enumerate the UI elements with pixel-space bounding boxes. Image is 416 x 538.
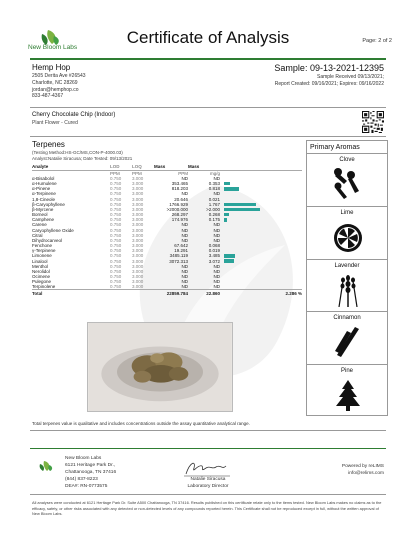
mass-ppm-cell: 67.642 <box>174 243 188 249</box>
client-info <box>32 63 86 100</box>
concentration-bar <box>224 203 256 206</box>
mass-mg-cell: 3.485 <box>208 253 220 259</box>
loq-cell: 3.000 <box>132 176 144 181</box>
mass-ppm-cell: 353.465 <box>171 181 188 187</box>
analyte-cell: β-Myrcene <box>32 206 54 212</box>
loq-cell: 3.000 <box>132 206 144 212</box>
col-loq: LOQ <box>132 164 142 170</box>
mass-mg-cell: 0.021 <box>208 196 220 202</box>
unit-loq: PPM <box>132 170 142 176</box>
total-label: Total <box>32 290 110 296</box>
mass-ppm-cell: 19.291 <box>174 248 188 254</box>
analyte-cell: β-Caryophyllene <box>32 201 65 207</box>
mass-mg-cell: ND <box>213 222 220 228</box>
client-phone: 833-487-4367 <box>32 93 64 100</box>
lab-info <box>65 455 116 490</box>
loq-cell: 3.000 <box>132 227 144 233</box>
page-number: Page: 2 of 2 <box>362 38 392 44</box>
lavender-icon <box>333 273 363 307</box>
aroma-name: Clove <box>339 157 355 163</box>
aroma-name: Lime <box>340 209 354 216</box>
concentration-bar <box>224 187 239 190</box>
product-type: Plant Flower - Cured <box>32 120 78 126</box>
mass-ppm-cell: ND <box>181 268 188 274</box>
aroma-lime <box>307 206 387 259</box>
primary-aromas-panel <box>306 140 388 416</box>
powered-by-email: info@relims.com <box>348 471 384 476</box>
section-rule <box>30 107 386 108</box>
col-mass-mg: Mass <box>188 164 200 170</box>
loq-cell: 3.000 <box>132 258 144 264</box>
total-mg: 22.860 <box>188 290 220 296</box>
analyte-cell: Nerolidol <box>32 268 50 274</box>
brand-name: New Bloom Labs <box>28 44 78 51</box>
analyte-cell: α-Humulene <box>32 181 57 187</box>
product-name: Cherry Chocolate Chip (Indoor) <box>32 112 116 118</box>
lod-cell: 0.750 <box>110 232 122 238</box>
client-address-line1: 2505 Derita Ave #26543 <box>32 73 86 79</box>
aroma-name: Lavender <box>334 262 360 269</box>
page-title: Certificate of Analysis <box>126 28 290 47</box>
lod-cell: 0.750 <box>110 243 122 249</box>
analyte-cell: γ-Terpinene <box>32 248 56 254</box>
lab-dea: DEA#: RN-0773575 <box>65 484 108 489</box>
mass-ppm-cell: >2000.000 <box>166 206 188 212</box>
terpenes-method: (Testing Method:HS-GC/MS,CON-P-4000.03) <box>32 150 123 155</box>
director-title: Laboratory Director <box>187 484 229 489</box>
lod-cell: 0.750 <box>110 279 122 285</box>
terpenes-title: Terpenes <box>32 140 65 149</box>
mass-mg-cell: ND <box>213 176 220 181</box>
loq-cell: 3.000 <box>132 248 144 254</box>
aroma-lavender <box>307 259 387 312</box>
client-address-line2: Charlotte, NC 28269 <box>32 79 78 86</box>
powered-by-text: Powered by reLIMS <box>341 464 384 469</box>
analyte-cell: Ocimene <box>32 273 51 279</box>
section-rule-2 <box>30 136 386 137</box>
mass-mg-cell: 0.019 <box>208 248 220 254</box>
loq-cell: 3.000 <box>132 263 144 269</box>
loq-cell: 3.000 <box>132 279 144 285</box>
mass-mg-cell: ND <box>213 268 220 274</box>
qr-code-icon <box>362 111 384 133</box>
analyte-cell: Camphene <box>32 217 55 223</box>
mass-mg-cell: 0.818 <box>208 186 220 192</box>
loq-cell: 3.000 <box>132 253 144 259</box>
loq-cell: 3.000 <box>132 201 144 207</box>
loq-cell: 3.000 <box>132 284 144 290</box>
mass-ppm-cell: ND <box>181 263 188 269</box>
pine-icon <box>333 378 363 412</box>
analyte-cell: Caryophyllene Oxide <box>32 227 74 233</box>
analyte-cell: α-Bisabolol <box>32 176 55 181</box>
mass-ppm-cell: ND <box>181 284 188 290</box>
terpenes-table <box>32 164 302 296</box>
fine-print: All analyses were conducted at 6121 Heritage Park Dr. Suite A500 Chattanooga, TN 37416. Results published on this certificate relate only to the items tested. New Bloom Labs makes no claims as to the efficacy, safety, or other risks associated with any detected or non-detected levels of any compounds reported herein. This Certificate shall not be reproduced except in full, without the written approval of New Bloom Labs. <box>32 500 382 517</box>
analyte-cell: Menthol <box>32 263 49 269</box>
col-lod: LOD <box>110 164 120 170</box>
mass-ppm-cell: 174.976 <box>171 217 188 223</box>
analyte-cell: Carene <box>32 222 47 228</box>
mass-ppm-cell: ND <box>181 176 188 181</box>
sample-info <box>274 63 384 88</box>
lod-cell: 0.750 <box>110 181 122 187</box>
sample-photo <box>87 322 233 412</box>
lime-icon <box>333 220 363 254</box>
terpenes-analyst: Analyst:Natalie Siracusa; Date Tested: 09/13/2021 <box>32 156 133 161</box>
mass-ppm-cell: ND <box>181 222 188 228</box>
footer-rule-2 <box>30 494 386 495</box>
mass-mg-cell: ND <box>213 263 220 269</box>
mass-ppm-cell: ND <box>181 227 188 233</box>
mass-mg-cell: ND <box>213 237 220 243</box>
total-ppm: 22859.784 <box>154 290 188 296</box>
loq-cell: 3.000 <box>132 232 144 238</box>
lod-cell: 0.750 <box>110 191 122 197</box>
loq-cell: 3.000 <box>132 273 144 279</box>
analyte-cell: 1,8-Cineole <box>32 196 56 202</box>
footer-separator <box>30 430 386 431</box>
aroma-name: Pine <box>340 368 353 375</box>
aroma-pine <box>307 364 387 417</box>
loq-cell: 3.000 <box>132 243 144 249</box>
footer-rule <box>30 448 386 449</box>
mass-mg-cell: ND <box>213 279 220 285</box>
lod-cell: 0.750 <box>110 248 122 254</box>
header-rule <box>30 58 386 60</box>
mass-mg-cell: ND <box>213 227 220 233</box>
analyte-cell: α-Pinene <box>32 186 51 192</box>
aroma-name: Cinnamon <box>333 315 361 322</box>
loq-cell: 3.000 <box>132 268 144 274</box>
clove-icon <box>333 167 363 201</box>
lab-address-line1: 6121 Heritage Park Dr., <box>65 463 116 468</box>
analyte-cell: Fenchone <box>32 243 53 249</box>
mass-mg-cell: ND <box>213 273 220 279</box>
footer-logo-icon <box>34 459 60 475</box>
mass-ppm-cell: 1766.929 <box>169 201 188 207</box>
concentration-bar <box>224 213 229 216</box>
mass-ppm-cell: ND <box>181 191 188 197</box>
analyte-cell: Terpinolene <box>32 284 56 290</box>
lod-cell: 0.750 <box>110 268 122 274</box>
cinnamon-icon <box>333 325 363 359</box>
mass-mg-cell: 0.068 <box>208 243 220 249</box>
mass-mg-cell: ND <box>213 232 220 238</box>
loq-cell: 3.000 <box>132 191 144 197</box>
director-name: Natalie Siracusa <box>190 477 226 482</box>
unit-mass-mg: mg/g <box>209 170 220 176</box>
concentration-bar <box>224 259 234 262</box>
mass-ppm-cell: 20.646 <box>174 196 188 202</box>
mass-mg-cell: 0.268 <box>208 212 220 218</box>
lod-cell: 0.750 <box>110 284 122 290</box>
report-dates: Report Created: 09/16/2021; Expires: 09/16/2022 <box>274 80 384 87</box>
mass-mg-cell: 1.767 <box>208 201 220 207</box>
mass-ppm-cell: ND <box>181 232 188 238</box>
concentration-bar <box>224 182 230 185</box>
loq-cell: 3.000 <box>132 186 144 192</box>
lod-cell: 0.750 <box>110 212 122 218</box>
total-pct: 2.286 % <box>220 290 302 296</box>
lab-address-line2: Chattanooga, TN 37416 <box>65 470 117 475</box>
unit-lod: PPM <box>110 170 120 176</box>
lod-cell: 0.750 <box>110 176 122 181</box>
mass-mg-cell: ND <box>213 284 220 290</box>
mass-mg-cell: 0.353 <box>208 181 220 187</box>
analyte-cell: Dihydrocarveol <box>32 237 63 243</box>
mass-ppm-cell: 818.203 <box>171 186 188 192</box>
sample-received: Sample Received 09/13/2021; <box>317 74 384 80</box>
primary-aromas-title: Primary Aromas <box>310 144 360 151</box>
analyte-cell: Citral <box>32 232 43 238</box>
lod-cell: 0.750 <box>110 273 122 279</box>
lod-cell: 0.750 <box>110 201 122 207</box>
mass-mg-cell: ND <box>213 191 220 197</box>
analyte-cell: Pulegone <box>32 279 52 285</box>
sample-id: Sample: 09-13-2021-12395 <box>274 63 384 73</box>
concentration-bar <box>224 254 235 257</box>
analyte-cell: Borneol <box>32 212 48 218</box>
aroma-clove <box>307 153 387 206</box>
lod-cell: 0.750 <box>110 186 122 192</box>
col-mass-ppm: Mass <box>154 164 166 170</box>
client-name: Hemp Hop <box>32 63 71 72</box>
col-analyte: Analyte <box>32 164 49 170</box>
aroma-cinnamon <box>307 311 387 364</box>
lab-phone: (844) 837-8223 <box>65 477 98 482</box>
director-info <box>170 476 246 490</box>
mass-ppm-cell: ND <box>181 279 188 285</box>
concentration-bar <box>224 208 260 211</box>
lod-cell: 0.750 <box>110 258 122 264</box>
mass-mg-cell: >2.000 <box>206 206 220 212</box>
analyte-cell: α-Terpinene <box>32 191 56 197</box>
mass-mg-cell: 0.175 <box>208 217 220 223</box>
mass-ppm-cell: 3072.313 <box>169 258 188 264</box>
lod-cell: 0.750 <box>110 206 122 212</box>
concentration-bar <box>224 218 227 221</box>
lod-cell: 0.750 <box>110 196 122 202</box>
loq-cell: 3.000 <box>132 237 144 243</box>
lab-name: New Bloom Labs <box>65 456 102 461</box>
loq-cell: 3.000 <box>132 196 144 202</box>
loq-cell: 3.000 <box>132 212 144 218</box>
mass-ppm-cell: 3485.119 <box>169 253 188 259</box>
lod-cell: 0.750 <box>110 253 122 259</box>
lod-cell: 0.750 <box>110 217 122 223</box>
terpenes-disclaimer: Total terpenes value is qualitative and includes concentrations outside the assay quantitative analytical range. <box>32 421 250 426</box>
lod-cell: 0.750 <box>110 237 122 243</box>
analyte-cell: Limonene <box>32 253 52 259</box>
loq-cell: 3.000 <box>132 217 144 223</box>
client-email: jordan@hemphop.co <box>32 86 79 93</box>
mass-ppm-cell: ND <box>181 237 188 243</box>
mass-ppm-cell: ND <box>181 273 188 279</box>
unit-mass-ppm: PPM <box>178 170 188 176</box>
lod-cell: 0.750 <box>110 227 122 233</box>
lod-cell: 0.750 <box>110 222 122 228</box>
powered-by <box>342 463 384 477</box>
mass-ppm-cell: 268.297 <box>171 212 188 218</box>
lod-cell: 0.750 <box>110 263 122 269</box>
loq-cell: 3.000 <box>132 222 144 228</box>
table-total-row <box>32 290 302 296</box>
analyte-cell: Linalool <box>32 258 48 264</box>
loq-cell: 3.000 <box>132 181 144 187</box>
mass-mg-cell: 3.072 <box>208 258 220 264</box>
